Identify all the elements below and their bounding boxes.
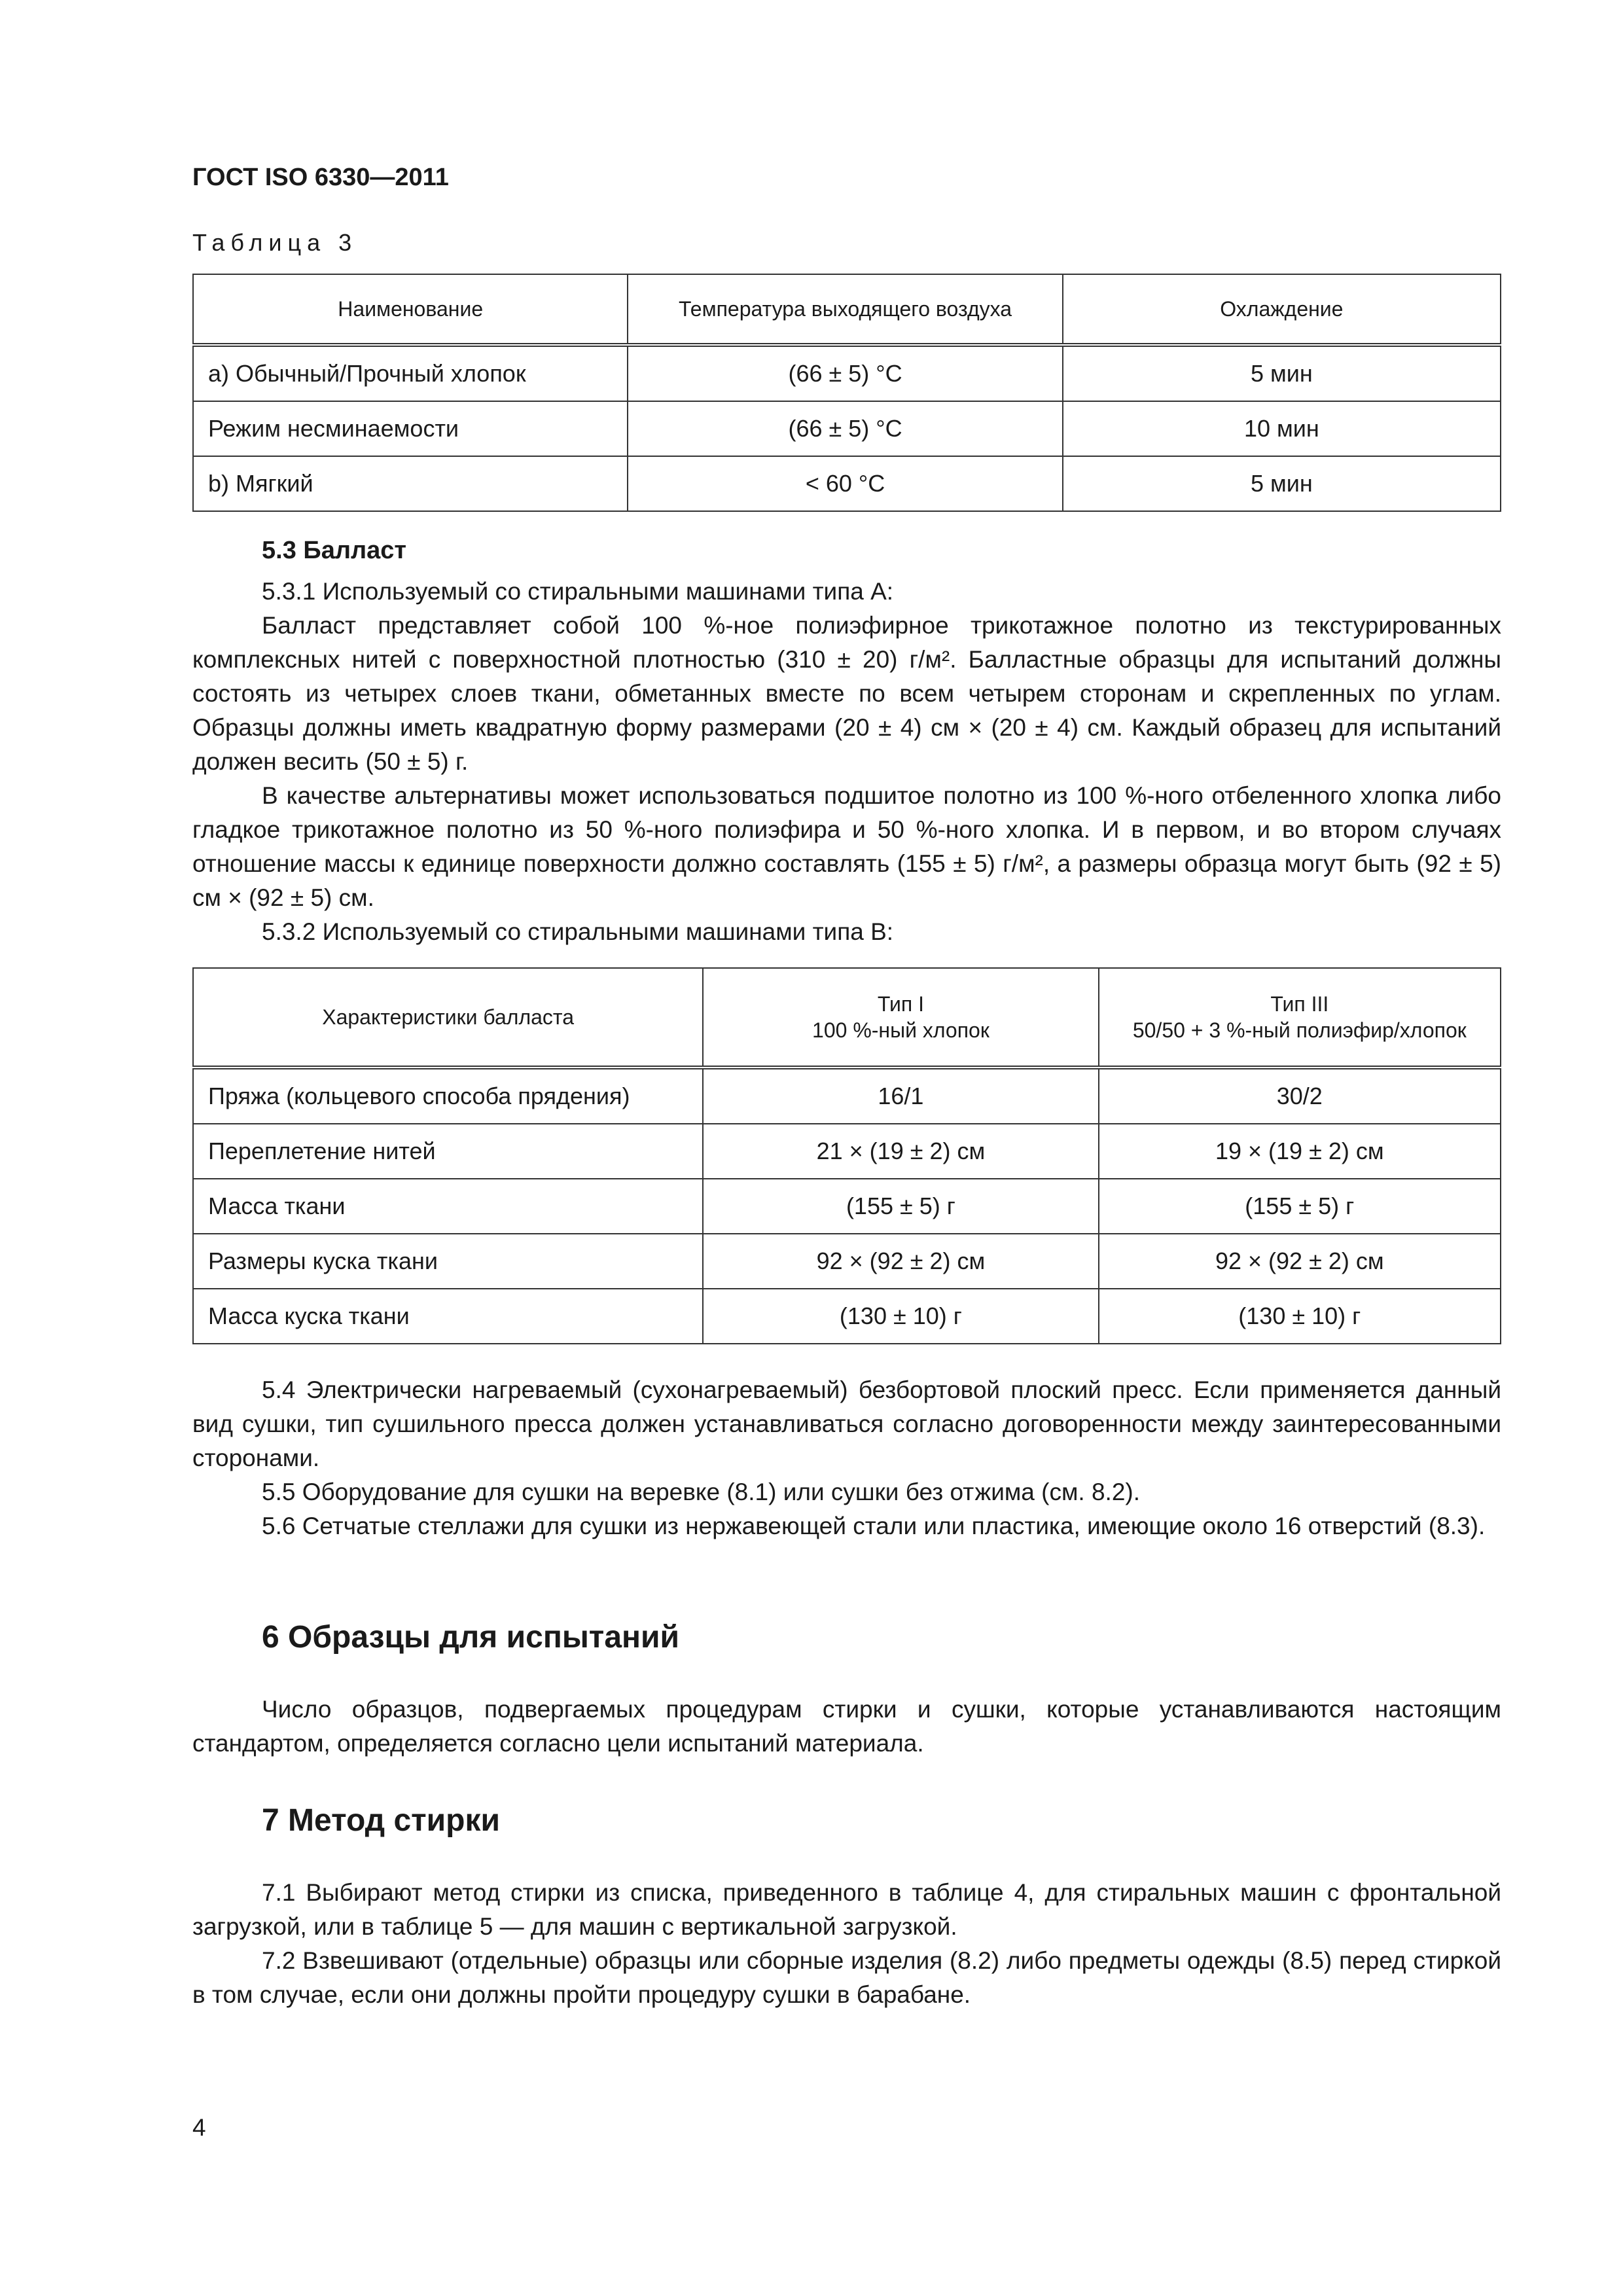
table-cell: 92 × (92 ± 2) см <box>1099 1234 1501 1289</box>
table-row <box>193 456 1501 511</box>
table-caption: Таблица 3 <box>192 229 358 256</box>
table-cell: 30/2 <box>1099 1067 1501 1124</box>
column-header: Характеристики балласта <box>193 968 703 1067</box>
paragraph: 5.6 Сетчатые стеллажи для сушки из нержавеющей стали или пластика, имеющие около 16 отверстий (8.3). <box>262 1513 1486 1539</box>
table-cell: 21 × (19 ± 2) см <box>703 1124 1098 1179</box>
section-heading: 7 Метод стирки <box>262 1803 501 1838</box>
table-cell: (155 ± 5) г <box>703 1179 1098 1234</box>
section-heading: 5.3 Балласт <box>262 537 406 564</box>
table-cell: Пряжа (кольцевого способа прядения) <box>193 1067 703 1124</box>
section-heading: 6 Образцы для испытаний <box>262 1620 680 1655</box>
table-cell: 19 × (19 ± 2) см <box>1099 1124 1501 1179</box>
header-line: Тип III <box>1270 992 1329 1016</box>
column-header: Температура выходящего воздуха <box>628 274 1062 345</box>
table-row <box>193 1179 1501 1234</box>
paragraph: В качестве альтернативы может использоваться подшитое полотно из 100 %-ного отбеленного хлопка либо гладкое трикотажное полотно из 50 %-ного полиэфира и 50 %-ного хлопка. И в первом, и во втором случаях отношение массы к единице поверхности должно составлять (155 ± 5) г/м², а размеры образца могут быть (92 ± 5) см × (92 ± 5) см. <box>192 782 1501 911</box>
table-cell: Режим несминаемости <box>193 401 628 456</box>
header-line: Тип I <box>877 992 924 1016</box>
table-cell: Масса ткани <box>193 1179 703 1234</box>
standard-header: ГОСТ ISO 6330—2011 <box>192 164 449 191</box>
table-cell: 5 мин <box>1063 345 1501 401</box>
column-header <box>1099 968 1501 1067</box>
table-cell: Масса куска ткани <box>193 1289 703 1344</box>
column-header <box>703 968 1098 1067</box>
header-line: 100 %-ный хлопок <box>812 1018 990 1042</box>
table-cell: (66 ± 5) °С <box>628 345 1062 401</box>
header-line: 50/50 + 3 %-ный полиэфир/хлопок <box>1132 1018 1467 1042</box>
table-row <box>193 1124 1501 1179</box>
table-cell: Переплетение нитей <box>193 1124 703 1179</box>
paragraph: 5.3.1 Используемый со стиральными машинами типа А: <box>262 578 894 605</box>
column-header: Охлаждение <box>1063 274 1501 345</box>
table-cell: (130 ± 10) г <box>703 1289 1098 1344</box>
paragraph: Балласт представляет собой 100 %-ное полиэфирное трикотажное полотно из текстурированных комплексных нитей с поверхностной плотностью (310 ± 20) г/м². Балластные образцы для испытаний должны состоять из четырех слоев ткани, обметанных вместе по всем четырем сторонам и скрепленных по углам. Образцы должны иметь квадратную форму размерами (20 ± 4) см × (20 ± 4) см. Каждый образец для испытаний должен весить (50 ± 5) г. <box>192 612 1501 775</box>
table-cell: 92 × (92 ± 2) см <box>703 1234 1098 1289</box>
table-cell: (66 ± 5) °С <box>628 401 1062 456</box>
table-cell: 5 мин <box>1063 456 1501 511</box>
drying-table <box>192 274 1501 512</box>
paragraph: 5.5 Оборудование для сушки на веревке (8.1) или сушки без отжима (см. 8.2). <box>262 1479 1141 1505</box>
table-cell: b) Мягкий <box>193 456 628 511</box>
table-cell: (130 ± 10) г <box>1099 1289 1501 1344</box>
table-header-row <box>193 274 1501 345</box>
table-cell: < 60 °С <box>628 456 1062 511</box>
ballast-table <box>192 967 1501 1344</box>
paragraph: 7.1 Выбирают метод стирки из списка, приведенного в таблице 4, для стиральных машин с фронтальной загрузкой, или в таблице 5 — для машин с вертикальной загрузкой. <box>192 1879 1501 1940</box>
table-cell: Размеры куска ткани <box>193 1234 703 1289</box>
paragraph: 5.3.2 Используемый со стиральными машинами типа В: <box>262 918 894 945</box>
paragraph: 7.2 Взвешивают (отдельные) образцы или сборные изделия (8.2) либо предметы одежды (8.5) перед стиркой в том случае, если они должны пройти процедуру сушки в барабане. <box>192 1947 1501 2008</box>
table-row <box>193 345 1501 401</box>
paragraph: 5.4 Электрически нагреваемый (сухонагреваемый) безбортовой плоский пресс. Если применяется данный вид сушки, тип сушильного пресса должен устанавливаться согласно договоренности между заинтересованными сторонами. <box>192 1376 1501 1471</box>
table-cell: а) Обычный/Прочный хлопок <box>193 345 628 401</box>
table-row <box>193 1067 1501 1124</box>
table-row <box>193 1289 1501 1344</box>
table-cell: 16/1 <box>703 1067 1098 1124</box>
table-row <box>193 1234 1501 1289</box>
table-cell: (155 ± 5) г <box>1099 1179 1501 1234</box>
page-number: 4 <box>192 2114 206 2141</box>
column-header: Наименование <box>193 274 628 345</box>
table-cell: 10 мин <box>1063 401 1501 456</box>
table-row <box>193 401 1501 456</box>
paragraph: Число образцов, подвергаемых процедурам стирки и сушки, которые устанавливаются настоящим стандартом, определяется согласно цели испытаний материала. <box>192 1696 1501 1757</box>
table-header-row <box>193 968 1501 1067</box>
